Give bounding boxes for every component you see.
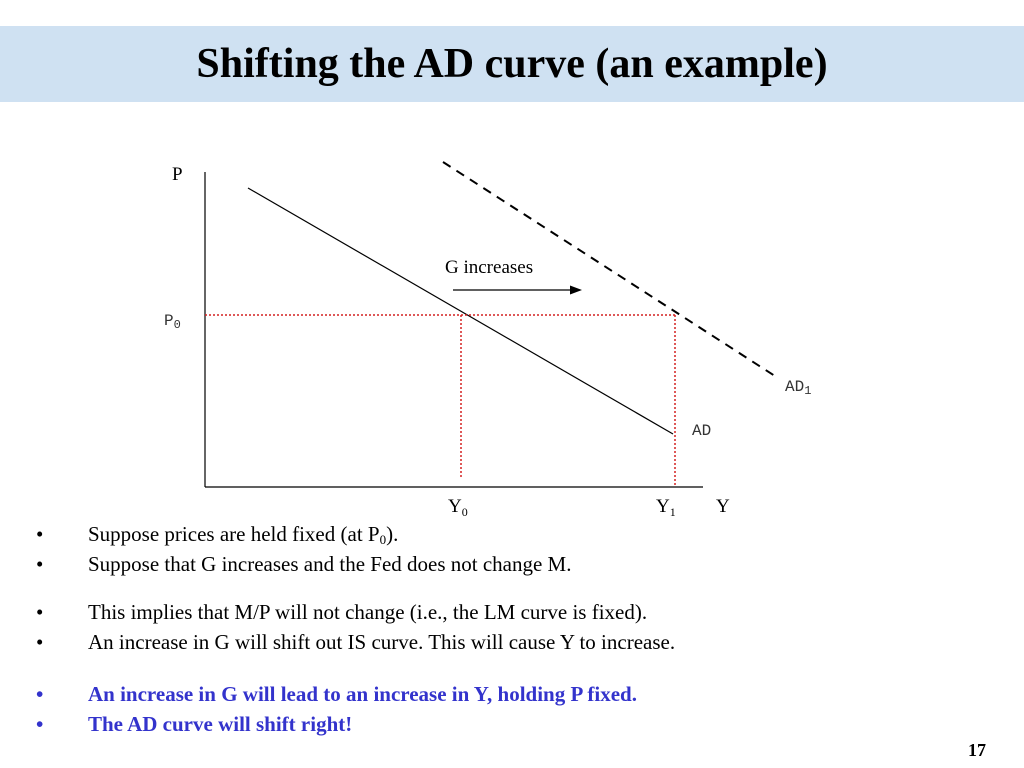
- ad1-label: AD1: [785, 378, 812, 398]
- bullet-dot: •: [36, 552, 44, 576]
- y0-label: $Y_0$: [448, 496, 468, 519]
- p0-label: P0: [164, 312, 181, 332]
- bullet-text: An increase in G will lead to an increase in Y, holding P fixed.: [88, 682, 637, 706]
- bullet-item: [36, 709, 996, 739]
- bullet-group-1: [36, 519, 996, 579]
- bullet-dot: •: [36, 682, 44, 706]
- bullet-dot: •: [36, 522, 44, 546]
- bullet-group-2: [36, 597, 996, 657]
- ad-label: AD: [692, 422, 712, 440]
- bullet-item: [36, 549, 996, 579]
- page-number: 17: [968, 740, 986, 760]
- bullet-dot: •: [36, 630, 44, 654]
- shift-arrow-head: [570, 286, 582, 295]
- bullet-text: Suppose prices are held fixed (at $P_0$).: [88, 522, 399, 547]
- bullet-text: An increase in G will shift out IS curve. This will cause Y to increase.: [88, 630, 676, 654]
- bullet-item: [36, 519, 996, 549]
- x-axis-label: Y: [716, 496, 730, 517]
- bullet-dot: •: [36, 712, 44, 736]
- bullet-text: Suppose that G increases and the Fed does not change M.: [88, 552, 572, 576]
- slide-title: Shifting the AD curve (an example): [196, 41, 828, 87]
- shift-label: G increases: [445, 257, 534, 278]
- y-axis-label: P: [172, 164, 183, 185]
- bullet-item: [36, 597, 996, 627]
- y1-label: $Y_1$: [656, 496, 676, 519]
- bullet-text: The AD curve will shift right!: [88, 712, 353, 736]
- bullet-group-3: [36, 679, 996, 739]
- bullet-item: [36, 679, 996, 709]
- ad-curve: [248, 188, 673, 434]
- bullet-text: This implies that M/P will not change (i.e., the LM curve is fixed).: [88, 600, 648, 624]
- bullet-dot: •: [36, 600, 44, 624]
- bullet-item: [36, 627, 996, 657]
